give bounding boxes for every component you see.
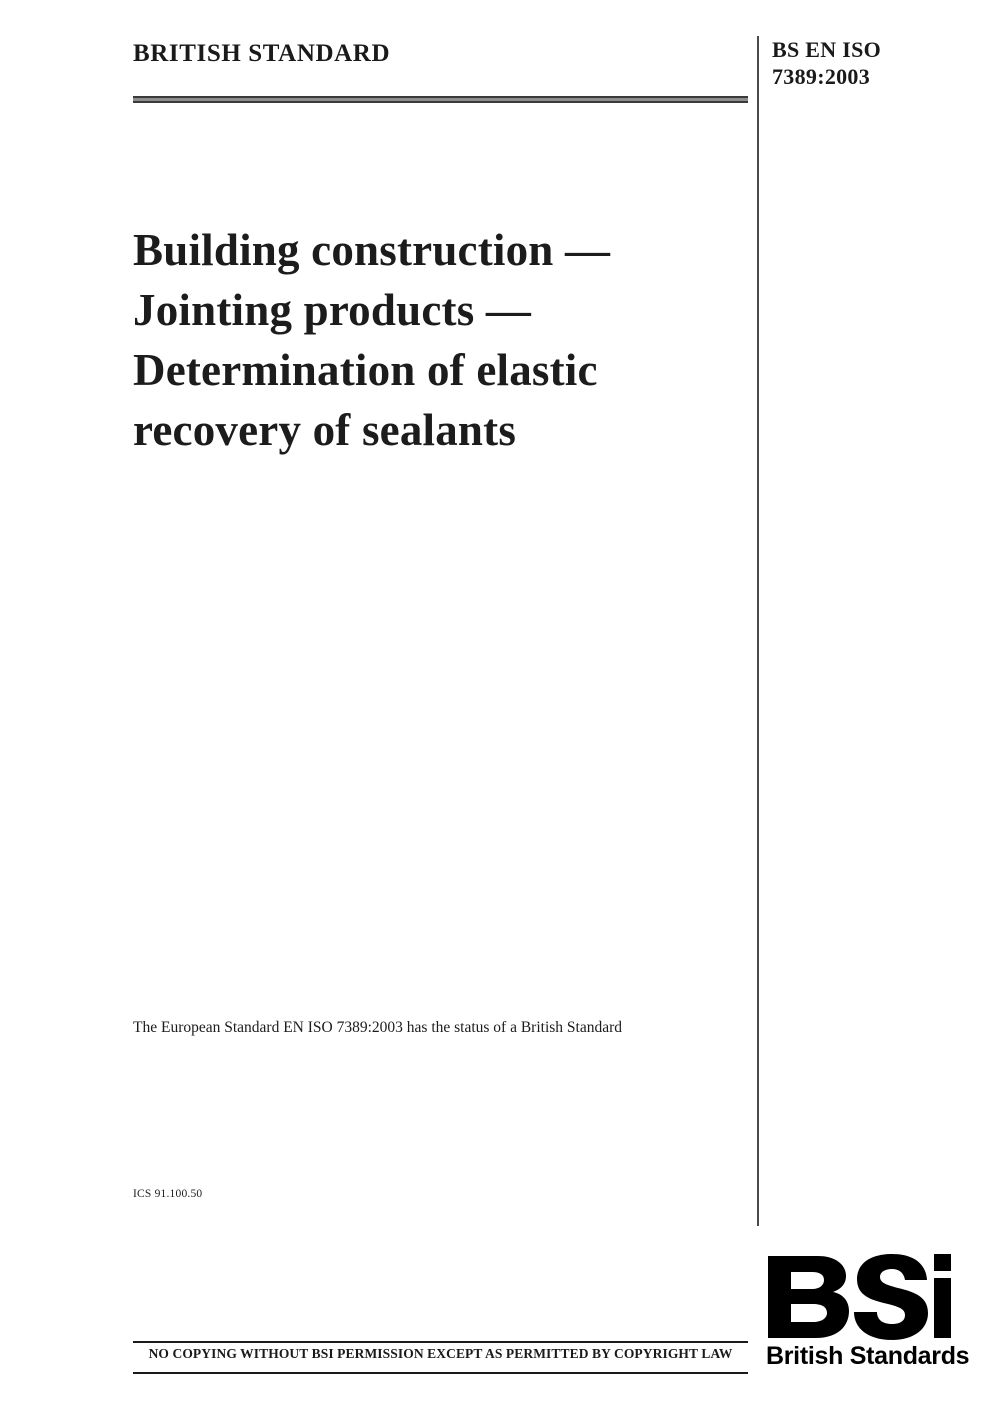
document-number-line-2: 7389:2003	[772, 64, 871, 89]
copyright-notice: NO COPYING WITHOUT BSI PERMISSION EXCEPT AS PERMITTED BY COPYRIGHT LAW	[148, 1346, 733, 1361]
bsi-wordmark: British Standards	[766, 1342, 970, 1370]
bsi-logo-icon	[766, 1254, 952, 1340]
vertical-divider-rule	[757, 36, 759, 1226]
header	[133, 37, 945, 102]
standard-label: BRITISH STANDARD	[133, 40, 391, 67]
status-note: The European Standard EN ISO 7389:2003 has the status of a British Standard	[133, 1019, 623, 1036]
page-title: Building construction — Jointing products — Determination of elastic recovery of sealants	[133, 225, 611, 456]
ics-code: ICS 91.100.50	[133, 1188, 203, 1200]
document-number	[772, 36, 992, 90]
footer-rule-top	[133, 1341, 748, 1343]
footer-rule-bottom	[133, 1372, 748, 1374]
bsi-logo	[766, 1254, 970, 1376]
header-divider-rule	[133, 96, 748, 103]
document-number-line-1: BS EN ISO	[772, 37, 882, 62]
